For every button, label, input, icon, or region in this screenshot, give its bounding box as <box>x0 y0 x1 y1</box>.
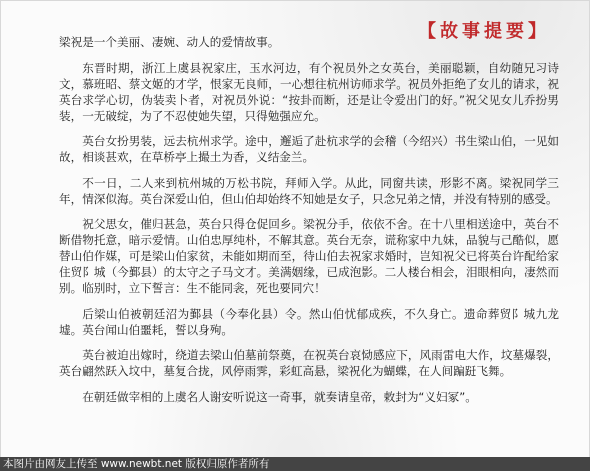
paragraph-intro: 梁祝是一个美丽、凄婉、动人的爱情故事。 <box>59 35 280 49</box>
paragraph-farewell: 祝父思女，催归甚急，英台只得仓促回乡。梁祝分手，依依不舍。在十八里相送途中，英台不断借物托意，暗示爱情。山伯忠厚纯朴，不解其意。英台无奈，谎称家中九妹，品貌与己酷似，愿替山伯作媒，可是梁山伯家贫，未能如期而至，待山伯去祝家求婚时，岂知祝父已将英台许配给家住贸阝城（今鄞县）的太守之子马文才。美满姻缘，已成泡影。二人楼台相会，泪眼相向，凄然而别。临别时，立下誓言：生不能同衾，死也要同穴！ <box>59 217 559 295</box>
watermark-footer: 本图片由网友上传至 www.newbt.net 版权归原作者所有 <box>0 457 590 471</box>
story-summary-title: 【故事提要】 <box>418 21 550 42</box>
story-content <box>59 34 559 414</box>
paragraph-background: 东晋时期，浙江上虞县祝家庄，玉水河边，有个祝员外之女英台，美丽聪颖，自幼随兄习诗文，慕班昭、蔡文姬的才学，恨家无良师，一心想往杭州访师求学。祝员外拒绝了女儿的请求，祝英台求学心切，伪装卖卜者，对祝员外说：“按卦而断，还是让令爱出门的好。”祝父见女儿乔扮男装，一无破绽，为了不忍使她失望，只得勉强应允。 <box>59 60 559 123</box>
paragraph-butterflies: 英台被迫出嫁时，绕道去梁山伯墓前祭奠，在祝英台哀恸感应下，风雨雷电大作，坟墓爆裂，英台翩然跃入坟中，墓复合拢，风停雨霁，彩虹高悬，梁祝化为蝴蝶，在人间蹁跹飞舞。 <box>59 348 559 378</box>
paragraph-death: 后梁山伯被朝廷沼为鄞县（今奉化县）令。然山伯忧郁成疾，不久身亡。遗命葬贸阝城九龙墟。英台闻山伯噩耗，誓以身殉。 <box>59 306 559 337</box>
paragraph-study: 不一日，二人来到杭州城的万松书院，拜师入学。从此，同窗共读，形影不离。梁祝同学三年，情深似海。英台深爱山伯，但山伯却始终不知她是女子，只念兄弟之情，并没有特别的感受。 <box>59 175 559 206</box>
paragraph-journey: 英台女扮男装，远去杭州求学。途中，邂逅了赴杭求学的会稽（今绍兴）书生梁山伯，一见如故，相谈甚欢，在草桥亭上撮土为香，义结金兰。 <box>59 134 559 164</box>
paragraph-epilogue: 在朝廷做宰相的上虞名人谢安听说这一奇事，就奏请皇帝，敕封为“义妇冢”。 <box>82 389 477 404</box>
